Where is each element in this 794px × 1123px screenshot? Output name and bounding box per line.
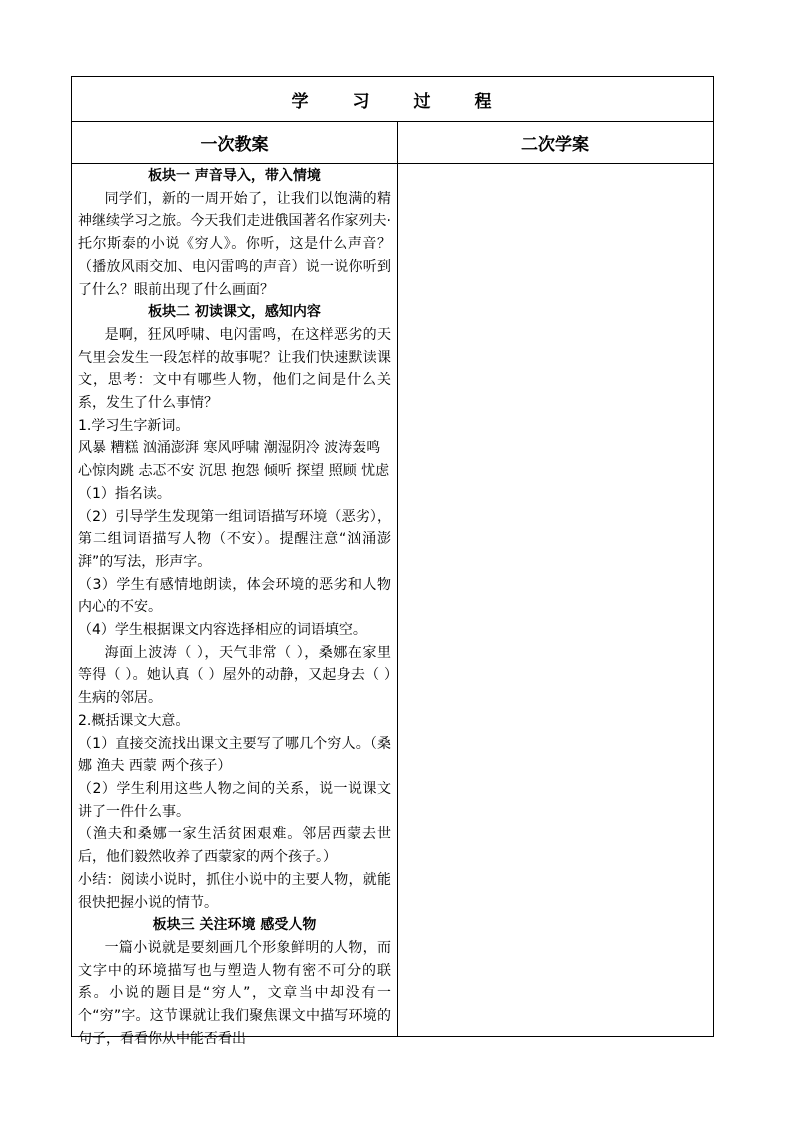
lesson-paragraph: 1.学习生字新词。	[78, 417, 190, 434]
section-heading: 板块二 初读课文，感知内容	[148, 304, 321, 321]
lesson-paragraph: 心惊肉跳 忐忑不安 沉思 抱怨 倾听 探望 照顾 忧虑	[78, 463, 390, 480]
title-char: 程	[474, 91, 494, 112]
lesson-paragraph: （渔夫和桑娜一家生活贫困艰难。邻居西蒙去世后，他们毅然收养了西蒙家的两个孩子。）	[78, 826, 391, 866]
lesson-paragraph: 海面上波涛（ ），天气非常（ ），桑娜在家里等得（ ）。她认真（ ）屋外的动静，又起身去（ ）生病的邻居。	[78, 644, 391, 707]
lesson-paragraph: 风暴 糟糕 汹涌澎湃 寒风呼啸 潮湿阴冷 波涛轰鸣	[78, 440, 381, 457]
column-header-second-plan: 二次学案	[521, 135, 589, 155]
lesson-paragraph: （4）学生根据课文内容选择相应的词语填空。	[78, 622, 367, 639]
section-heading: 板块一 声音导入，带入情境	[148, 168, 321, 184]
lesson-paragraph: 是啊，狂风呼啸、电闪雷鸣，在这样恶劣的天气里会发生一段怎样的故事呢？让我们快速默读课文，思考：文中有哪些人物，他们之间是什么关系，发生了什么事情？	[78, 326, 391, 412]
column-header-row	[72, 122, 713, 164]
lesson-paragraph: 同学们，新的一周开始了，让我们以饱满的精神继续学习之旅。今天我们走进俄国著名作家列夫·托尔斯泰的小说《穷人》。你听，这是什么声音？（播放风雨交加、电闪雷鸣的声音）说一说你听到了什么？眼前出现了什么画面？	[78, 190, 391, 298]
lesson-paragraph: （1）指名读。	[78, 485, 171, 502]
lesson-plan-table	[71, 76, 714, 1047]
lesson-paragraph: （2）学生利用这些人物之间的关系，说一说课文讲了一件什么事。	[78, 780, 391, 820]
section-heading: 板块三 关注环境 感受人物	[152, 917, 317, 934]
title-char: 过	[413, 91, 433, 112]
lesson-paragraph: （1）直接交流找出课文主要写了哪几个穷人。（桑娜 渔夫 西蒙 两个孩子）	[78, 735, 391, 775]
lesson-paragraph: 2.概括课文大意。	[78, 712, 190, 729]
lesson-paragraph: （3）学生有感情地朗读，体会环境的恶劣和人物内心的不安。	[78, 576, 391, 616]
column-header-first-plan: 一次教案	[200, 135, 269, 155]
table-title	[72, 77, 713, 122]
column-divider	[397, 122, 398, 1036]
lesson-content-cell	[78, 165, 391, 1050]
lesson-paragraph: 小结：阅读小说时，抓住小说中的主要人物，就能很快把握小说的情节。	[78, 871, 391, 911]
lesson-paragraph: 一篇小说就是要刻画几个形象鲜明的人物，而文字中的环境描写也与塑造人物有密不可分的联系。小说的题目是“穷人”，文章当中却没有一个“穷”字。这节课就让我们聚焦课文中描写环境的句子，看看你从中能否看出	[78, 939, 391, 1047]
title-char: 习	[352, 91, 372, 112]
title-char: 学	[291, 91, 311, 112]
lesson-paragraph: （2）引导学生发现第一组词语描写环境（恶劣），第二组词语描写人物（不安）。提醒注意“汹涌澎湃”的写法，形声字。	[78, 508, 391, 570]
